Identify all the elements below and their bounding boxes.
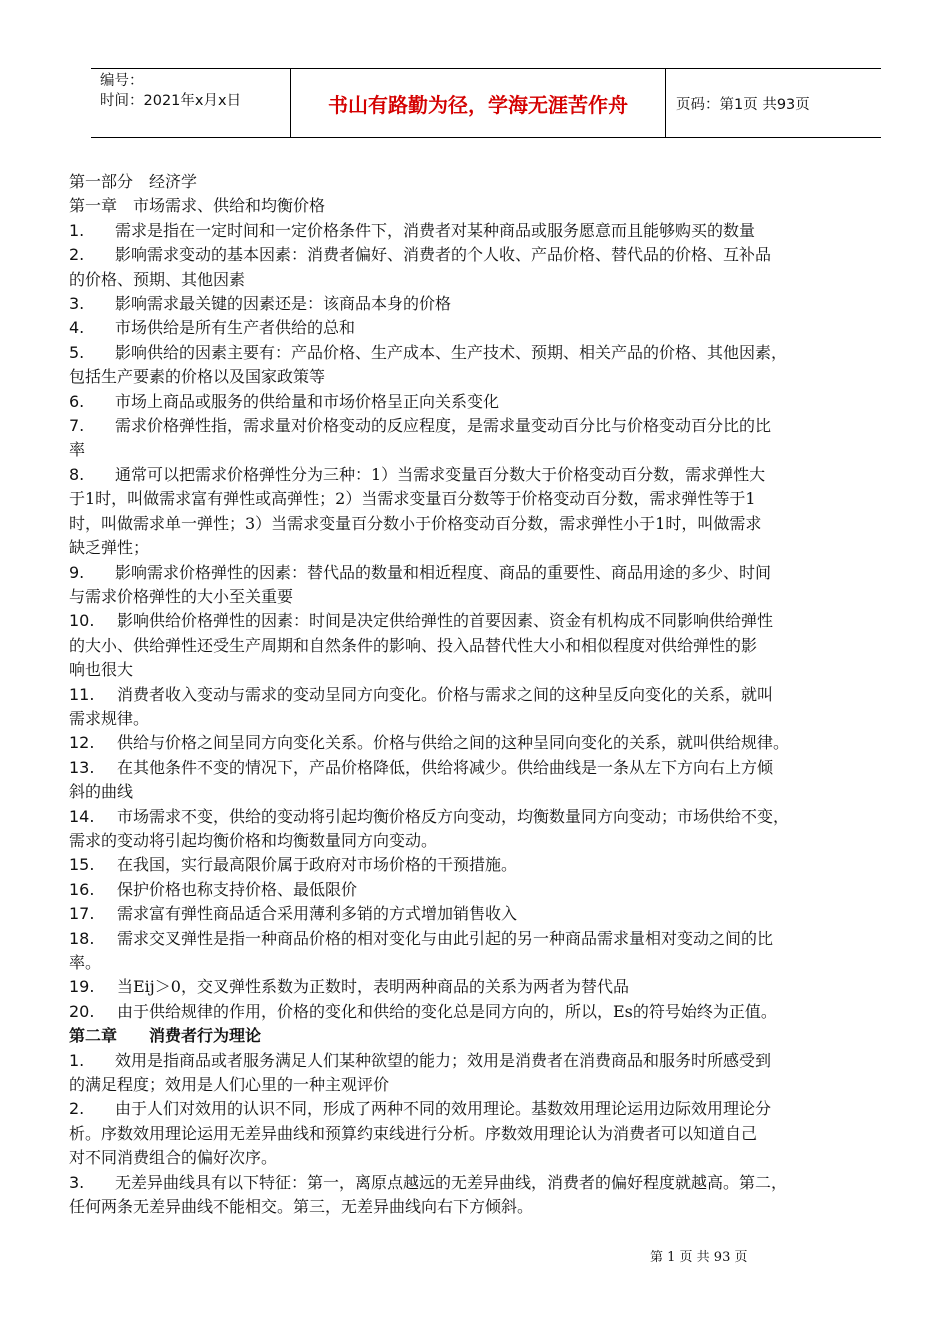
- item-number: 14.: [69, 806, 95, 826]
- item-number: 5.: [69, 342, 85, 362]
- number-label: 编号：: [100, 73, 144, 89]
- text-line: [69, 1195, 915, 1219]
- line-text: 需求价格弹性指，需求量对价格变动的反应程度，是需求量变动百分比与价格变动百分比的比: [115, 416, 772, 436]
- line-text: 需求交叉弹性是指一种商品价格的相对变化与由此引起的另一种商品需求量相对变动之间的比: [117, 928, 774, 948]
- line-text: 第一部分 经济学: [69, 172, 198, 191]
- item-number: 17.: [69, 904, 95, 924]
- numbered-line: [69, 1049, 915, 1073]
- line-text: 斜的曲线: [69, 782, 134, 802]
- line-text: 率: [69, 440, 86, 460]
- line-text: 市场上商品或服务的供给量和市场价格呈正向关系变化: [115, 391, 500, 411]
- line-text: 消费者收入变动与需求的变动呈同方向变化。价格与需求之间的这种呈反向变化的关系，就叫: [117, 684, 774, 704]
- numbered-line: [69, 731, 915, 755]
- numbered-line: [69, 561, 915, 585]
- text-line: [69, 170, 915, 194]
- text-line: [69, 634, 915, 658]
- line-text: 当Eij＞0，交叉弹性系数为正数时，表明两种商品的关系为两者为替代品: [117, 977, 629, 997]
- numbered-line: [69, 316, 915, 340]
- numbered-line: [69, 414, 915, 438]
- item-number: 3.: [69, 1172, 85, 1192]
- numbered-line: [69, 219, 915, 243]
- numbered-line: [69, 1000, 915, 1024]
- line-text: 需求规律。: [69, 708, 150, 728]
- line-text: 率。: [69, 953, 102, 972]
- item-number: 8.: [69, 464, 85, 484]
- line-text: 保护价格也称支持价格、最低限价: [117, 879, 358, 899]
- text-line: [69, 585, 915, 609]
- line-text: 由于供给规律的作用，价格的变化和供给的变化总是同方向的，所以，Es的符号始终为正值。: [117, 1001, 777, 1021]
- line-text: 于1时，叫做需求富有弹性或高弹性；2）当需求变量百分数等于价格变动百分数，需求弹性等于1: [69, 489, 756, 509]
- item-number: 2.: [69, 1099, 85, 1119]
- numbered-line: [69, 975, 915, 999]
- line-text: 的大小、供给弹性还受生产周期和自然条件的影响、投入品替代性大小和相似程度对供给弹性的影: [69, 635, 758, 655]
- item-number: 7.: [69, 416, 85, 436]
- item-number: 20.: [69, 1001, 95, 1021]
- text-line: [69, 780, 915, 804]
- item-number: 1.: [69, 220, 85, 240]
- item-number: 10.: [69, 611, 95, 631]
- item-number: 18.: [69, 928, 95, 948]
- document-body: [69, 170, 915, 1219]
- text-line: [69, 1146, 915, 1170]
- numbered-line: [69, 243, 915, 267]
- line-text: 时，叫做需求单一弹性；3）当需求变量百分数小于价格变动百分数，需求弹性小于1时，叫做需求: [69, 513, 762, 533]
- numbered-line: [69, 463, 915, 487]
- item-number: 19.: [69, 977, 95, 997]
- text-line: [69, 1122, 915, 1146]
- header-page-info: 页码：第1页 共93页: [676, 96, 810, 113]
- line-text: 响也很大: [69, 660, 134, 680]
- line-text: 对不同消费组合的偏好次序。: [69, 1148, 278, 1168]
- text-line: [69, 707, 915, 731]
- text-line: [69, 268, 915, 292]
- line-text: 供给与价格之间呈同方向变化关系。价格与供给之间的这种呈同向变化的关系，就叫供给规律。: [117, 733, 790, 753]
- text-line: [69, 658, 915, 682]
- text-line: [69, 487, 915, 511]
- item-number: 16.: [69, 879, 95, 899]
- text-line: [69, 365, 915, 389]
- line-text: 第一章 市场需求、供给和均衡价格: [69, 196, 326, 216]
- numbered-line: [69, 1171, 915, 1195]
- line-text: 在我国，实行最高限价属于政府对市场价格的干预措施。: [117, 855, 518, 875]
- page-footer: 第 1 页 共 93 页: [650, 1250, 748, 1265]
- numbered-line: [69, 878, 915, 902]
- numbered-line: [69, 683, 915, 707]
- line-text: 市场需求不变，供给的变动将引起均衡价格反方向变动，均衡数量同方向变动；市场供给不变，: [117, 806, 790, 826]
- item-number: 12.: [69, 733, 95, 753]
- line-text: 需求的变动将引起均衡价格和均衡数量同方向变动。: [69, 830, 438, 850]
- header-motto: 书山有路勤为径，学海无涯苦作舟: [291, 69, 666, 137]
- line-text: 市场供给是所有生产者供给的总和: [115, 318, 356, 338]
- text-line: [69, 1024, 915, 1048]
- numbered-line: [69, 341, 915, 365]
- text-line: [69, 536, 915, 560]
- text-line: [69, 194, 915, 218]
- line-text: 由于人们对效用的认识不同，形成了两种不同的效用理论。基数效用理论运用边际效用理论分: [115, 1099, 772, 1119]
- line-text: 影响需求最关键的因素还是：该商品本身的价格: [115, 294, 452, 314]
- line-text: 需求富有弹性商品适合采用薄利多销的方式增加销售收入: [117, 904, 518, 924]
- numbered-line: [69, 853, 915, 877]
- numbered-line: [69, 805, 915, 829]
- line-text: 无差异曲线具有以下特征：第一，离原点越远的无差异曲线，消费者的偏好程度就越高。第二，: [115, 1172, 788, 1192]
- item-number: 15.: [69, 855, 95, 875]
- numbered-line: [69, 927, 915, 951]
- numbered-line: [69, 756, 915, 780]
- text-line: [69, 512, 915, 536]
- item-number: 2.: [69, 245, 85, 265]
- time-label: 时间：2021年x月x日: [100, 93, 242, 109]
- numbered-line: [69, 292, 915, 316]
- line-text: 析。序数效用理论运用无差异曲线和预算约束线进行分析。序数效用理论认为消费者可以知道自己: [69, 1123, 758, 1143]
- line-text: 影响需求变动的基本因素：消费者偏好、消费者的个人收、产品价格、替代品的价格、互补品: [115, 245, 772, 265]
- item-number: 3.: [69, 294, 85, 314]
- line-text: 效用是指商品或者服务满足人们某种欲望的能力；效用是消费者在消费商品和服务时所感受到: [115, 1050, 772, 1070]
- numbered-line: [69, 1097, 915, 1121]
- line-text: 在其他条件不变的情况下，产品价格降低，供给将减少。供给曲线是一条从左下方向右上方倾: [117, 757, 774, 777]
- line-text: 缺乏弹性；: [69, 538, 150, 558]
- item-number: 1.: [69, 1050, 85, 1070]
- line-text: 的满足程度；效用是人们心里的一种主观评价: [69, 1075, 390, 1095]
- line-text: 通常可以把需求价格弹性分为三种：1）当需求变量百分数大于价格变动百分数，需求弹性大: [115, 464, 766, 484]
- line-text: 需求是指在一定时间和一定价格条件下，消费者对某种商品或服务愿意而且能够购买的数量: [115, 220, 756, 240]
- item-number: 4.: [69, 318, 85, 338]
- text-line: [69, 951, 915, 975]
- document-header: [91, 68, 881, 138]
- text-line: [69, 438, 915, 462]
- item-number: 13.: [69, 757, 95, 777]
- line-text: 的价格、预期、其他因素: [69, 269, 246, 289]
- numbered-line: [69, 609, 915, 633]
- text-line: [69, 1073, 915, 1097]
- item-number: 9.: [69, 562, 85, 582]
- line-text: 包括生产要素的价格以及国家政策等: [69, 367, 326, 387]
- item-number: 11.: [69, 684, 95, 704]
- header-meta-cell: [91, 69, 291, 137]
- line-text: 与需求价格弹性的大小至关重要: [69, 586, 294, 606]
- line-text: 任何两条无差异曲线不能相交。第三，无差异曲线向右下方倾斜。: [69, 1197, 534, 1217]
- line-text: 影响供给的因素主要有：产品价格、生产成本、生产技术、预期、相关产品的价格、其他因素，: [115, 342, 788, 362]
- line-text: 影响供给价格弹性的因素：时间是决定供给弹性的首要因素、资金有机构成不同影响供给弹性: [117, 611, 774, 631]
- line-text: 第二章 消费者行为理论: [69, 1026, 262, 1046]
- numbered-line: [69, 390, 915, 414]
- item-number: 6.: [69, 391, 85, 411]
- text-line: [69, 829, 915, 853]
- numbered-line: [69, 902, 915, 926]
- line-text: 影响需求价格弹性的因素：替代品的数量和相近程度、商品的重要性、商品用途的多少、时间: [115, 562, 772, 582]
